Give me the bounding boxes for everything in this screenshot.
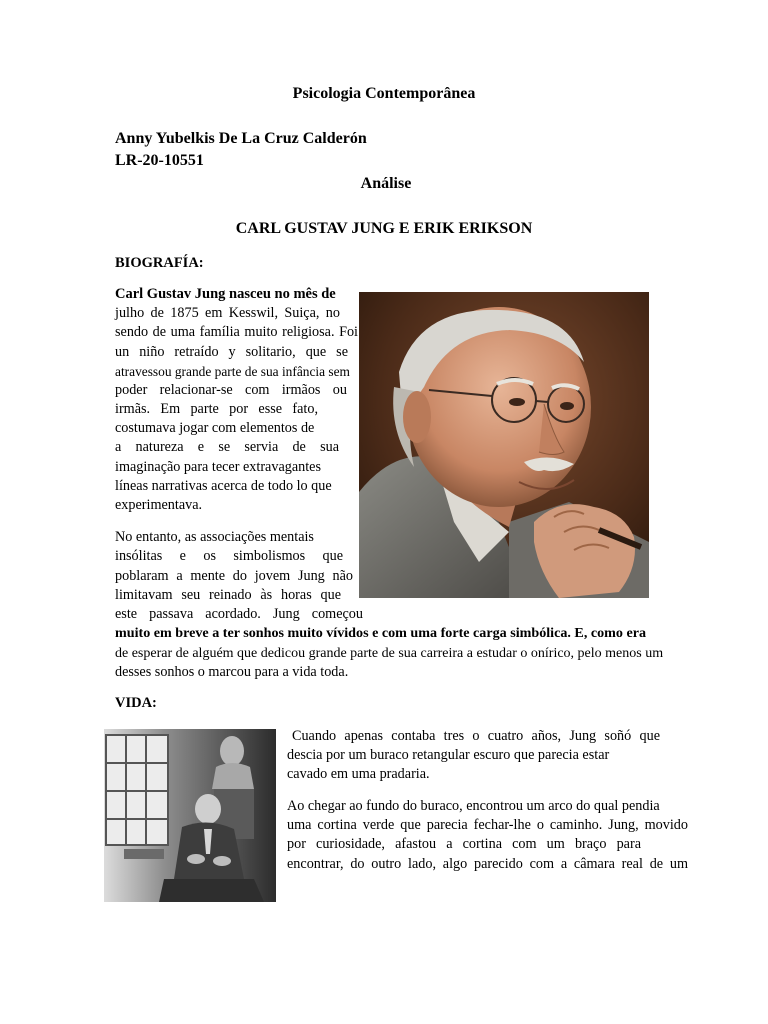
section-heading-biografia: BIOGRAFÍA:: [115, 255, 204, 271]
text-line: por curiosidade, afastou a cortina com um braço para: [287, 836, 641, 852]
text-line: descia por um buraco retangular escuro que parecia estar: [287, 747, 610, 763]
text-line: No entanto, as associações mentais: [115, 529, 314, 545]
text-line: un niño retraído y solitario, que se: [115, 344, 348, 360]
text-line: experimentava.: [115, 497, 203, 513]
author-name: Anny Yubelkis De La Cruz Calderón: [115, 130, 367, 147]
text-line: uma cortina verde que parecia fechar-lhe o caminho. Jung, movido: [287, 817, 688, 833]
text-line: julho de 1875 em Kesswil, Suiça, no: [115, 305, 340, 321]
text-line: Carl Gustav Jung nasceu no mês de: [115, 286, 336, 302]
text-line: encontrar, do outro lado, algo parecido com a câmara real de um: [287, 856, 688, 872]
text-line: sendo de uma família muito religiosa. Foi: [115, 324, 358, 340]
text-line: limitavam seu reinado às horas que: [115, 587, 341, 603]
text-line: atravessou grande parte de sua infância sem: [115, 364, 350, 379]
course-title: Psicologia Contemporânea: [292, 85, 476, 102]
text-line: líneas narrativas acerca de todo lo que: [115, 478, 332, 494]
text-line: costumava jogar com elementos de: [115, 420, 315, 436]
text-line: a natureza e se servia de sua: [115, 439, 339, 455]
document-type: Análise: [360, 175, 412, 192]
section-heading-vida: VIDA:: [115, 695, 157, 711]
text-line: cavado em uma pradaria.: [287, 766, 430, 782]
text-line: muito em breve a ter sonhos muito vívidos e com uma forte carga simbólica. E, como era: [115, 625, 647, 641]
text-line: desses sonhos o marcou para a vida toda.: [115, 664, 349, 680]
text-line: Cuando apenas contaba tres o cuatro años, Jung soñó que: [292, 728, 660, 744]
jung-portrait-photo: [359, 292, 649, 598]
text-line: imaginação para tecer extravagantes: [115, 459, 321, 475]
text-line: irmãs. Em parte por esse fato,: [115, 401, 318, 417]
text-line: poblaram a mente do jovem Jung não: [115, 568, 353, 584]
text-line: este passava acordado. Jung começou: [115, 606, 363, 622]
jung-seated-photo: [104, 729, 276, 902]
text-line: insólitas e os simbolismos que: [115, 548, 343, 564]
text-line: Ao chegar ao fundo do buraco, encontrou um arco do qual pendia: [287, 798, 660, 814]
text-line: poder relacionar-se com irmãos ou: [115, 382, 347, 398]
student-id: LR-20-10551: [115, 152, 204, 169]
text-line: de esperar de alguém que dedicou grande parte de sua carreira a estudar o onírico, pelo menos um: [115, 646, 664, 661]
document-title: CARL GUSTAV JUNG E ERIK ERIKSON: [235, 220, 533, 237]
